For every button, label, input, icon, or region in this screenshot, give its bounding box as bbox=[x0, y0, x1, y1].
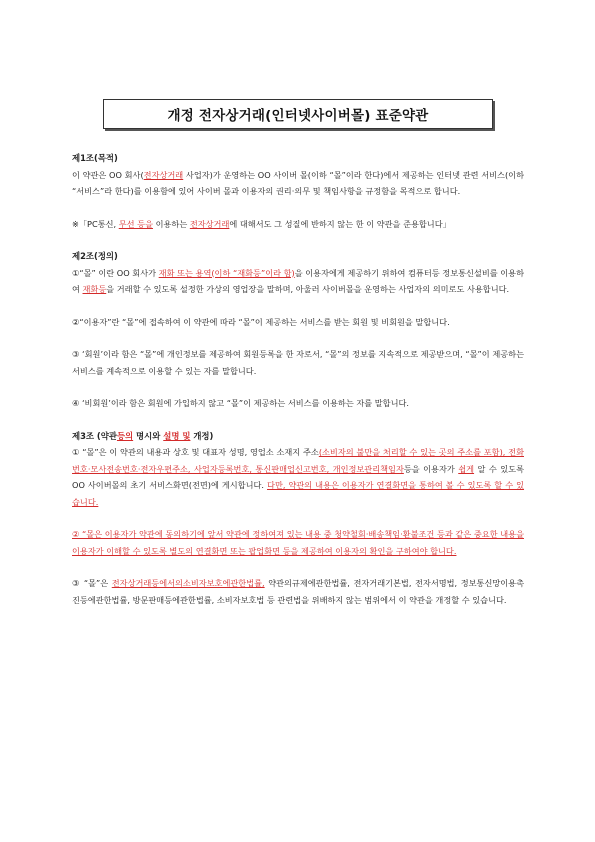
revised-text: ② “몰은 이용자가 약관에 동의하기에 앞서 약관에 정하여져 있는 내용 중 청약철회·배송책임·환불조건 등과 같은 중요한 내용을 이용자가 이해할 수 있도록 별도의 연결화면 또는 팝업화면 등을 제공하여 이용자의 확인을 구하여야 합니다. bbox=[72, 529, 524, 556]
text-run: 이 약관은 OO 회사( bbox=[72, 169, 144, 180]
document-title: 개정 전자상거래(인터넷사이버몰) 표준약관 bbox=[167, 108, 429, 124]
text-run: 을 이용자에게 제공하기 위하여 컴퓨터등 정보통신설비를 이용하여 bbox=[72, 267, 524, 294]
text-run: 명시와 bbox=[133, 430, 164, 441]
article-2-item-2 bbox=[72, 314, 524, 331]
text-run: ※「PC통신, bbox=[72, 218, 119, 229]
text-run: ②“이용자”란 “몰”에 접속하여 이 약관에 따라 “몰”이 제공하는 서비스를 받는 회원 및 비회원을 말합니다. bbox=[72, 316, 450, 327]
text-run: ④ ‘비회원’이라 함은 회원에 가입하지 않고 “몰”이 제공하는 서비스를 이용하는 자를 말합니다. bbox=[72, 398, 409, 408]
terms-body bbox=[72, 150, 524, 608]
revised-text: 무선 등을 bbox=[118, 218, 153, 229]
article-2-item-1 bbox=[72, 265, 524, 298]
text-run: 을 거래할 수 있도록 설정한 가상의 영업장을 말하며, 아울러 사이버몰을 운영하는 사업자의 의미로도 사용합니다. bbox=[106, 284, 510, 294]
text-run: ①“몰” 이란 OO 회사가 bbox=[72, 267, 159, 278]
article-2-heading: 제2조(정의) bbox=[72, 251, 118, 261]
article-3-item-1 bbox=[72, 444, 524, 510]
article-2-item-3 bbox=[72, 346, 524, 379]
article-1-heading: 제1조(목적) bbox=[72, 153, 118, 163]
revised-text: 재화등 bbox=[82, 284, 107, 294]
article-3-item-3 bbox=[72, 575, 524, 608]
revised-text: 등의 bbox=[116, 430, 134, 441]
revised-text: 재화 또는 용역(이하 “재화등”이라 함) bbox=[158, 267, 295, 278]
revised-text: 전자상거래 bbox=[189, 218, 230, 229]
text-run: ① “몰”은 이 약관의 내용과 상호 및 대표자 성명, 영업소 소재지 주소 bbox=[72, 447, 319, 457]
text-run: 개정) bbox=[190, 430, 214, 441]
article-1-paragraph bbox=[72, 167, 524, 200]
text-run: 에 대해서도 그 성질에 반하지 않는 한 이 약관을 준용합니다」 bbox=[229, 218, 451, 229]
text-run: ③ “몰”은 bbox=[72, 578, 112, 588]
article-3-heading bbox=[72, 428, 524, 445]
document-title-box bbox=[103, 99, 493, 129]
revised-text: 설명 및 bbox=[163, 430, 191, 441]
text-run: 이용하는 bbox=[152, 218, 190, 229]
revised-text: 전자상거래 bbox=[143, 169, 184, 180]
revised-text: 전자상거래등에서의소비자보호에관한법률, bbox=[111, 578, 265, 588]
article-1-note bbox=[72, 216, 524, 233]
text-run: 등을 이용자가 bbox=[403, 463, 459, 474]
text-run: 알 수 있도록 OO 사이버몰의 초기 서비스화면(전면)에 게시합니다. bbox=[72, 463, 524, 490]
text-run: 제3조 (약관 bbox=[72, 430, 117, 441]
text-run: 약관의규제에관한법률, 전자거래기본법, 전자서명법, 정보통신망이용촉진등에관한법률, 방문판매등에관한법률, 소비자보호법 등 관련법을 위배하지 않는 범위에서 이 약관을 개정할 수 있습니다. bbox=[72, 578, 524, 605]
revised-text: 다만, 약관의 내용은 이용자가 연결화면을 통하여 볼 수 있도록 할 수 있습니다. bbox=[72, 480, 525, 507]
revised-text: 쉽게 bbox=[458, 463, 475, 474]
article-3-item-2 bbox=[72, 526, 524, 559]
text-run: 사업자)가 운영하는 OO 사이버 몰(이하 “몰”이라 한다)에서 제공하는 인터넷 관련 서비스(이하 “서비스”라 한다)를 이용함에 있어 사이버 몰과 이용자의 권리·의무 및 책임사항을 규정함을 목적으로 합니다. bbox=[72, 169, 524, 196]
text-run: ③ ‘회원’이라 함은 “몰”에 개인정보를 제공하여 회원등록을 한 자로서, “몰”의 정보를 지속적으로 제공받으며, “몰”이 제공하는 서비스를 계속적으로 이용할 수 있는 자를 말합니다. bbox=[72, 349, 524, 376]
article-2-item-4 bbox=[72, 395, 524, 412]
revised-text: (소비자의 불만을 처리할 수 있는 곳의 주소를 포함), 전화번호·모사전송번호·전자우편주소, 사업자등록번호, 통신판매업신고번호, 개인정보관리책임자 bbox=[72, 447, 524, 474]
